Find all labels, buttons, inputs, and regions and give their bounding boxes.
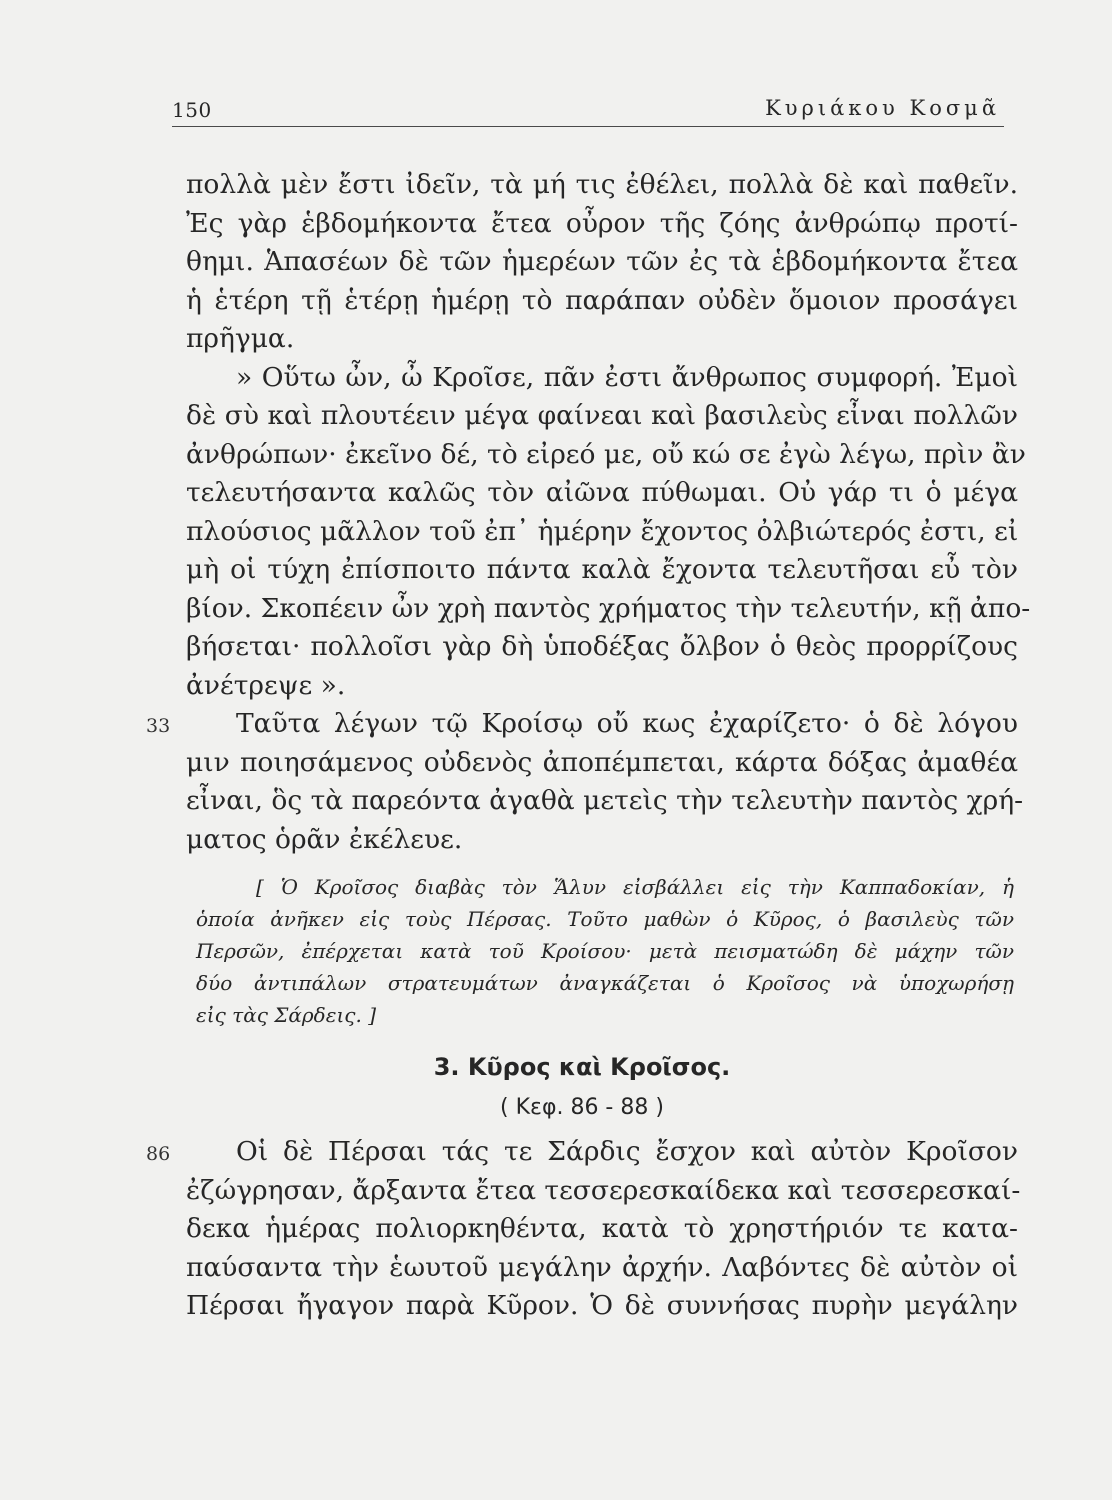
running-head: Κυριάκου Κοσμᾶ <box>765 96 1000 120</box>
chapter-range: ( Κεφ. 86 - 88 ) <box>500 1095 664 1120</box>
margin-number: 33 <box>146 715 171 737</box>
text-line: Ἐς γὰρ ἑβδομήκοντα ἔτεα οὖρον τῆς ζόης ἀνθρώπῳ προτί- <box>186 207 1018 239</box>
text-line: πολλὰ μὲν ἔστι ἰδεῖν, τὰ μή τις ἐθέλει, πολλὰ δὲ καὶ παθεῖν. <box>186 169 1018 200</box>
text-line: δεκα ἡμέρας πολιορκηθέντα, κατὰ τὸ χρηστήριόν τε κατα- <box>186 1213 1018 1244</box>
text-line: ματος ὁρᾶν ἐκέλευε. <box>186 823 463 855</box>
summary-line: ὁποία ἀνῆκεν εἰς τοὺς Πέρσας. Τοῦτο μαθὼν ὁ Κῦρος, ὁ βασιλεὺς τῶν <box>196 907 1014 931</box>
body-text <box>146 166 1031 1326</box>
text-line: ἐζώγρησαν, ἄρξαντα ἔτεα τεσσερεσκαίδεκα καὶ τεσσερεσκαί- <box>186 1174 1021 1206</box>
page-header <box>172 92 1004 127</box>
summary-line: εἰς τὰς Σάρδεις. ] <box>196 1003 376 1027</box>
summary-line: δύο ἀντιπάλων στρατευμάτων ἀναγκάζεται ὁ Κροῖσος νὰ ὑποχωρήσῃ <box>196 971 1014 995</box>
text-line: εἶναι, ὃς τὰ παρεόντα ἀγαθὰ μετεὶς τὴν τελευτὴν παντὸς χρή- <box>186 785 1024 816</box>
text-line: θημι. Ἁπασέων δὲ τῶν ἡμερέων τῶν ἐς τὰ ἑβδομήκοντα ἔτεα <box>186 246 1018 277</box>
text-line: ἡ ἑτέρη τῇ ἑτέρῃ ἡμέρῃ τὸ παράπαν οὐδὲν ὅμοιον προσάγει <box>186 284 1018 316</box>
text-line: πλούσιος μᾶλλον τοῦ ἐπ᾽ ἡμέρην ἔχοντος ὀλβιώτερός ἐστι, εἰ <box>186 515 1019 547</box>
text-line: ἀνθρώπων· ἐκεῖνο δέ, τὸ εἰρεό με, οὔ κώ σε ἐγὼ λέγω, πρὶν ἂν <box>186 438 1026 470</box>
paragraph-1 <box>186 166 1018 359</box>
summary-line: Περσῶν, ἐπέρχεται κατὰ τοῦ Κροίσου· μετὰ πεισματώδη δὲ μάχην τῶν <box>196 939 1014 963</box>
text-line: παύσαντα τὴν ἑωυτοῦ μεγάλην ἀρχήν. Λαβόντες δὲ αὐτὸν οἱ <box>186 1251 1018 1283</box>
margin-number: 86 <box>146 1143 171 1165</box>
text-line: βήσεται· πολλοῖσι γὰρ δὴ ὑποδέξας ὄλβον ὁ θεὸς προρρίζους <box>186 631 1018 662</box>
text-line: βίον. Σκοπέειν ὦν χρὴ παντὸς χρήματος τὴν τελευτήν, κῇ ἀπο- <box>186 592 1031 624</box>
paragraph-4 <box>146 1133 1021 1326</box>
text-line: δὲ σὺ καὶ πλουτέειν μέγα φαίνεαι καὶ βασιλεὺς εἶναι πολλῶν <box>186 400 1018 431</box>
summary-line: [ Ὁ Κροῖσος διαβὰς τὸν Ἅλυν εἰσβάλλει εἰς τὴν Καππαδοκίαν, ἡ <box>256 875 1014 899</box>
text-line: μιν ποιησάμενος οὐδενὸς ἀποπέμπεται, κάρτα δόξας ἀμαθέα <box>186 746 1018 778</box>
paragraph-2 <box>186 359 1031 706</box>
text-line: τελευτήσαντα καλῶς τὸν αἰῶνα πύθωμαι. Οὐ γάρ τι ὁ μέγα <box>186 477 1018 508</box>
page-number: 150 <box>172 98 212 122</box>
text-line: Πέρσαι ἤγαγον παρὰ Κῦρον. Ὁ δὲ συννήσας πυρὴν μεγάλην <box>186 1290 1018 1321</box>
text-line-content: Ταῦτα λέγων τῷ Κροίσῳ οὔ κως ἐχαρίζετο· ὁ δὲ λόγου <box>236 708 1018 739</box>
text-line-content: Οἱ δὲ Πέρσαι τάς τε Σάρδις ἔσχον καὶ αὐτὸν Κροῖσον <box>236 1136 1018 1167</box>
section-title: 3. Κῦρος καὶ Κροῖσος. <box>433 1053 731 1081</box>
text-line <box>146 1133 1018 1172</box>
paragraph-3 <box>146 705 1024 859</box>
text-line: ἀνέτρεψε ». <box>186 669 346 701</box>
text-line: πρῆγμα. <box>186 323 295 354</box>
text-line: » Οὕτω ὦν, ὦ Κροῖσε, πᾶν ἐστι ἄνθρωπος συμφορή. Ἐμοὶ <box>236 361 1018 393</box>
text-line: μὴ οἱ τύχη ἐπίσποιτο πάντα καλὰ ἔχοντα τελευτῆσαι εὖ τὸν <box>186 554 1018 585</box>
text-line <box>146 705 1018 744</box>
summary-note <box>186 871 1014 1031</box>
